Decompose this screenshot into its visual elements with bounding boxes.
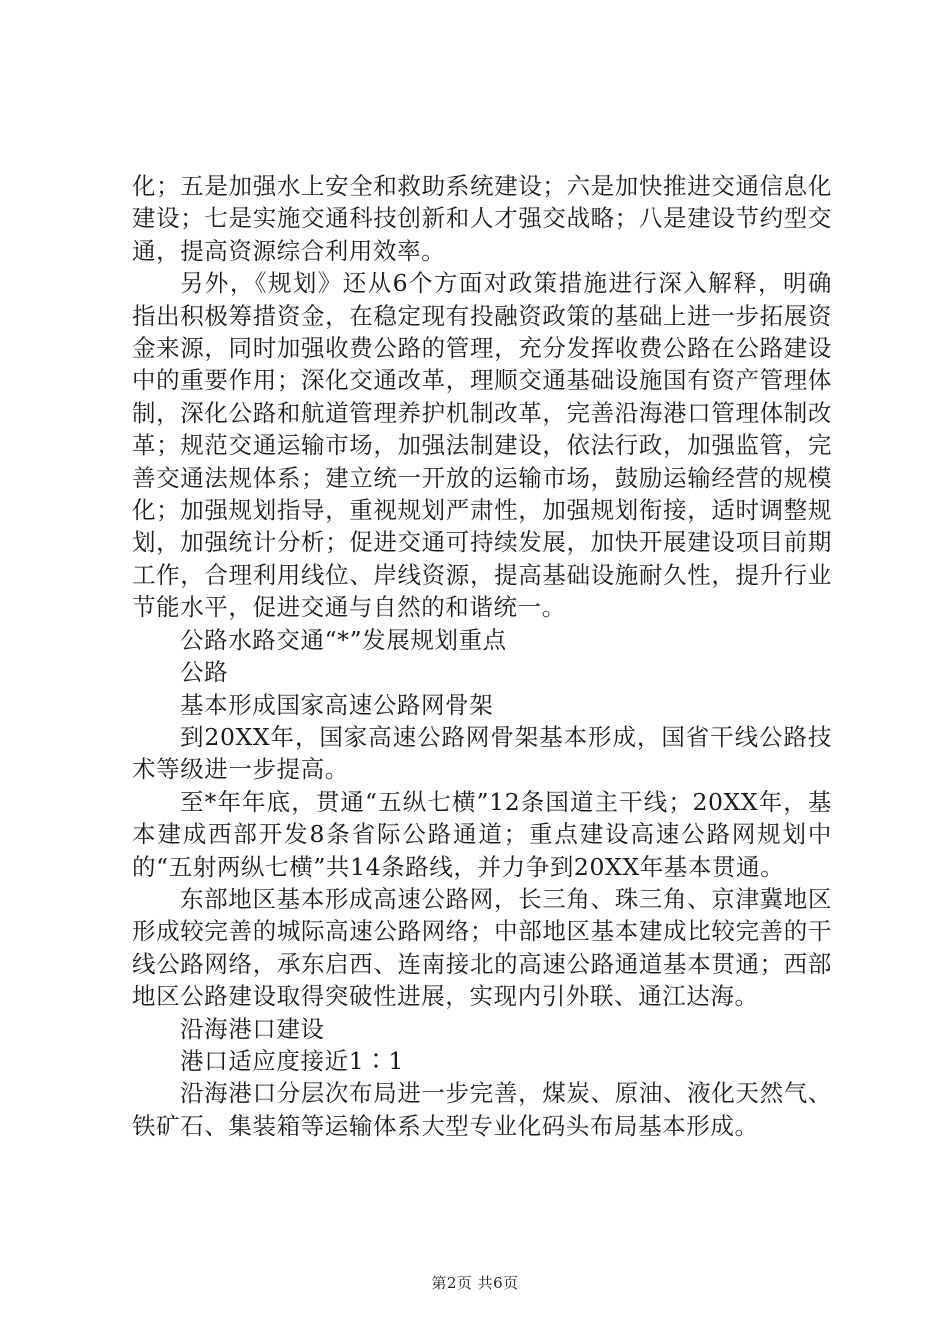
section-heading: 公路 xyxy=(180,658,229,687)
section-heading: 公路水路交通“*”发展规划重点 xyxy=(180,625,507,654)
section-heading: 沿海港口建设 xyxy=(180,1014,325,1043)
section-heading: 基本形成国家高速公路网骨架 xyxy=(180,690,494,719)
paragraph: 到20XX年，国家高速公路网骨架基本形成，国省干线公路技术等级进一步提高。 xyxy=(132,722,832,784)
section-heading: 港口适应度接近1∶1 xyxy=(180,1046,404,1075)
page-number: 第2页 共6页 xyxy=(431,1274,519,1292)
paragraph: 至*年年底，贯通“五纵七横”12条国道主干线；20XX年，基本建成西部开发8条省际公路通道；重点建设高速公路网规划中的“五射两纵七横”共14条路线，并力争到20XX年基本贯通。 xyxy=(132,787,832,881)
paragraph: 东部地区基本形成高速公路网，长三角、珠三角、京津冀地区形成较完善的城际高速公路网络；中部地区基本建成比较完善的干线公路网络，承东启西、连南接北的高速公路通道基本贯通；西部地区公路建设取得突破性进展，实现内引外联、通江达海。 xyxy=(132,884,832,1011)
paragraph: 另外，《规划》还从6个方面对政策措施进行深入解释，明确指出积极筹措资金，在稳定现有投融资政策的基础上进一步拓展资金来源，同时加强收费公路的管理，充分发挥收费公路在公路建设中的重要作用；深化交通改革，理顺交通基础设施国有资产管理体制，深化公路和航道管理养护机制改革，完善沿海港口管理体制改革；规范交通运输市场，加强法制建设，依法行政，加强监管，完善交通法规体系；建立统一开放的运输市场，鼓励运输经营的规模化；加强规划指导，重视规划严肃性，加强规划衔接，适时调整规划，加强统计分析；促进交通可持续发展，加快开展建设项目前期工作，合理利用线位、岸线资源，提高基础设施耐久性，提升行业节能水平，促进交通与自然的和谐统一。 xyxy=(132,269,832,622)
paragraph: 化；五是加强水上安全和救助系统建设；六是加快推进交通信息化建设；七是实施交通科技创新和人才强交战略；八是建设节约型交通，提高资源综合利用效率。 xyxy=(132,172,832,265)
document-body xyxy=(132,170,832,1142)
paragraph: 沿海港口分层次布局进一步完善，煤炭、原油、液化天然气、铁矿石、集装箱等运输体系大型专业化码头布局基本形成。 xyxy=(132,1079,832,1140)
